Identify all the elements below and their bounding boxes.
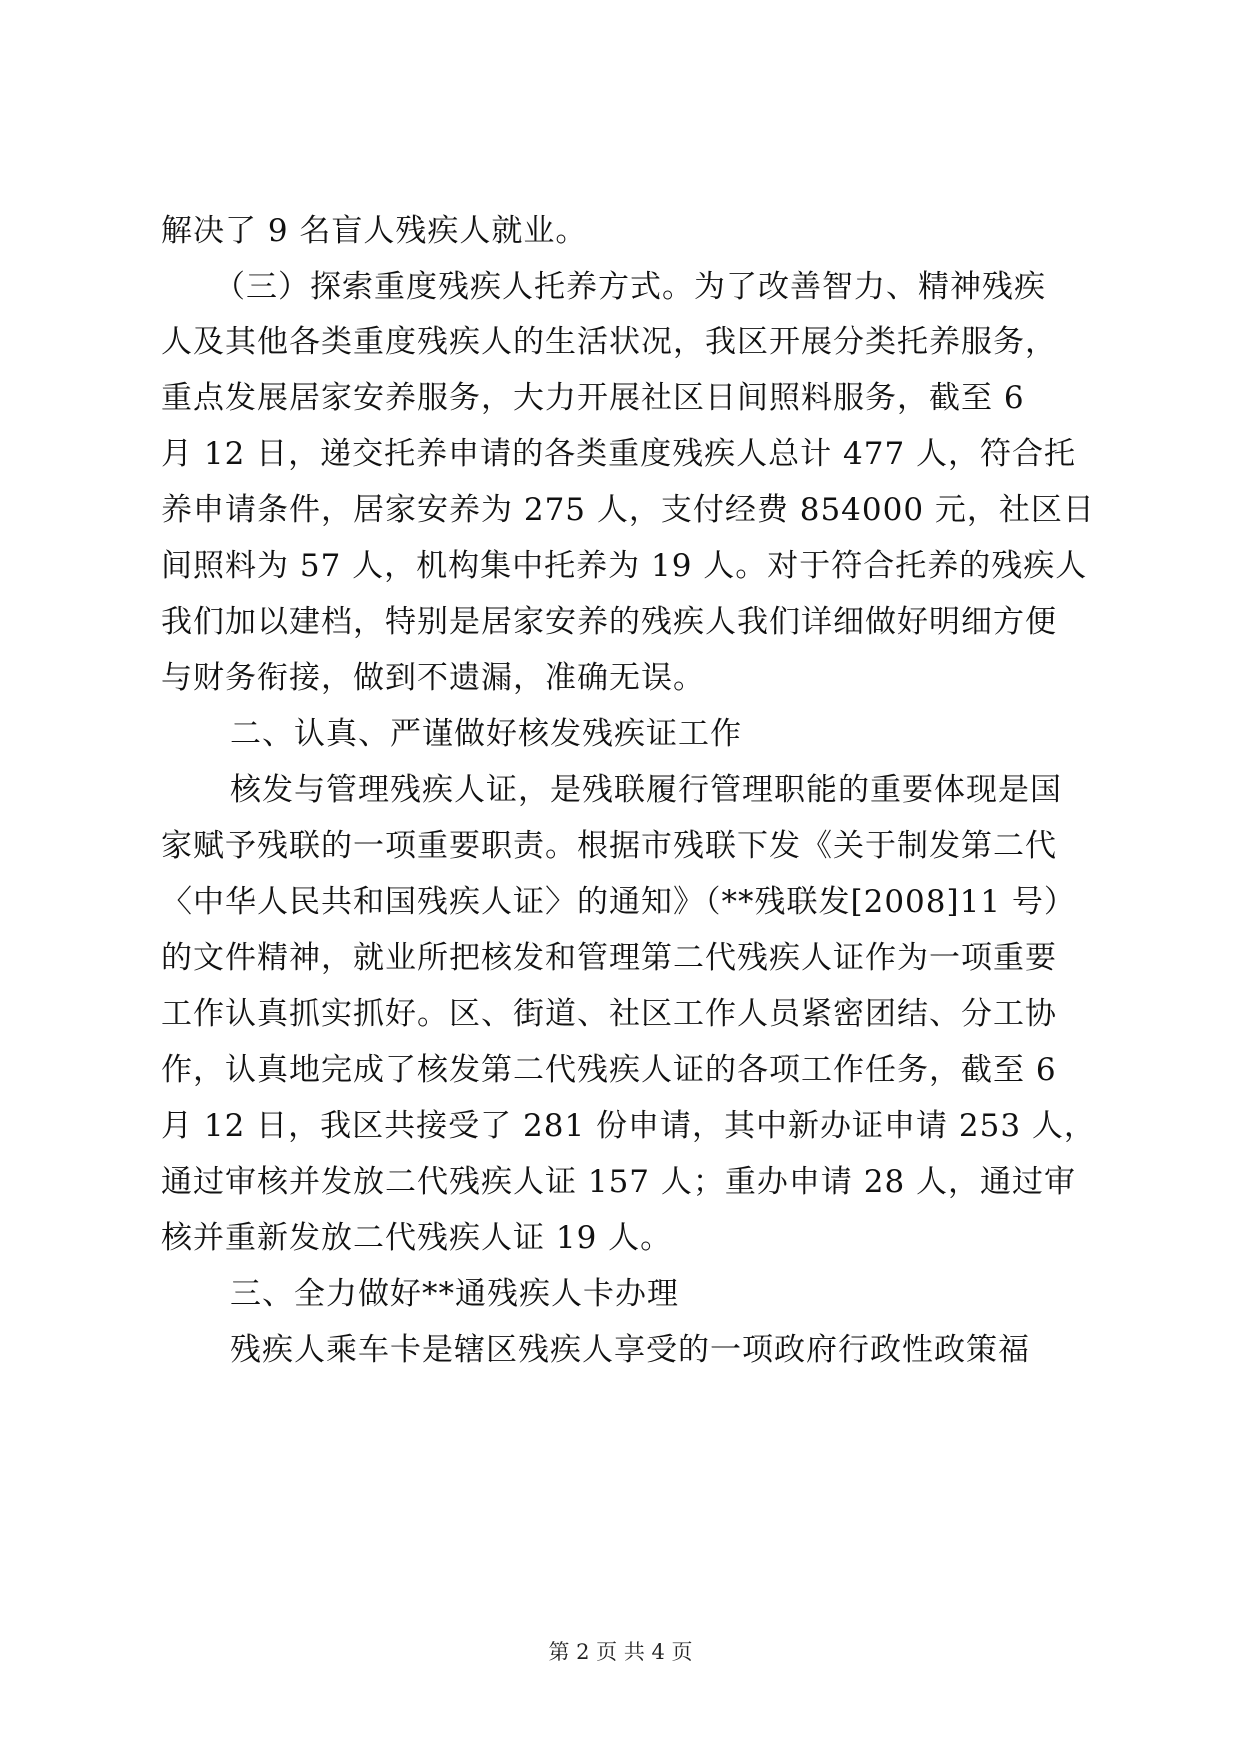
text-line: 工作认真抓实抓好。区、街道、社区工作人员紧密团结、分工协 (161, 996, 1057, 1032)
section-heading: 三、全力做好**通残疾人卡办理 (230, 1276, 679, 1312)
text-line: 我们加以建档，特别是居家安养的残疾人我们详细做好明细方便 (161, 604, 1057, 640)
text-line: 作，认真地完成了核发第二代残疾人证的各项工作任务，截至 6 (161, 1052, 1057, 1088)
text-line: 解决了 9 名盲人残疾人就业。 (161, 213, 588, 249)
text-line: 〈中华人民共和国残疾人证〉的通知》（**残联发[2008]11 号） (161, 884, 1076, 920)
text-line: 残疾人乘车卡是辖区残疾人享受的一项政府行政性政策福 (230, 1332, 1030, 1368)
text-line: 与财务衔接，做到不遗漏，准确无误。 (161, 660, 705, 696)
text-line: 通过审核并发放二代残疾人证 157 人；重办申请 28 人，通过审 (161, 1164, 1077, 1200)
page-number-footer: 第 2 页 共 4 页 (548, 1640, 693, 1664)
text-line: 月 12 日，我区共接受了 281 份申请，其中新办证申请 253 人， (161, 1108, 1096, 1144)
text-line: 养申请条件，居家安养为 275 人，支付经费 854000 元，社区日 (161, 492, 1095, 528)
text-line: 核发与管理残疾人证，是残联履行管理职能的重要体现是国 (230, 772, 1062, 808)
text-line: 人及其他各类重度残疾人的生活状况，我区开展分类托养服务， (161, 324, 1057, 360)
text-line: 家赋予残联的一项重要职责。根据市残联下发《关于制发第二代 (161, 828, 1057, 864)
text-line: 的文件精神，就业所把核发和管理第二代残疾人证作为一项重要 (161, 940, 1057, 976)
section-heading: 二、认真、严谨做好核发残疾证工作 (230, 716, 742, 752)
subsection-heading-line: （三）探索重度残疾人托养方式。为了改善智力、精神残疾 (214, 269, 1046, 305)
text-line: 重点发展居家安养服务，大力开展社区日间照料服务，截至 6 (161, 380, 1025, 416)
text-line: 间照料为 57 人，机构集中托养为 19 人。对于符合托养的残疾人 (161, 548, 1088, 584)
text-line: 月 12 日，递交托养申请的各类重度残疾人总计 477 人，符合托 (161, 436, 1077, 472)
text-line: 核并重新发放二代残疾人证 19 人。 (161, 1220, 673, 1256)
